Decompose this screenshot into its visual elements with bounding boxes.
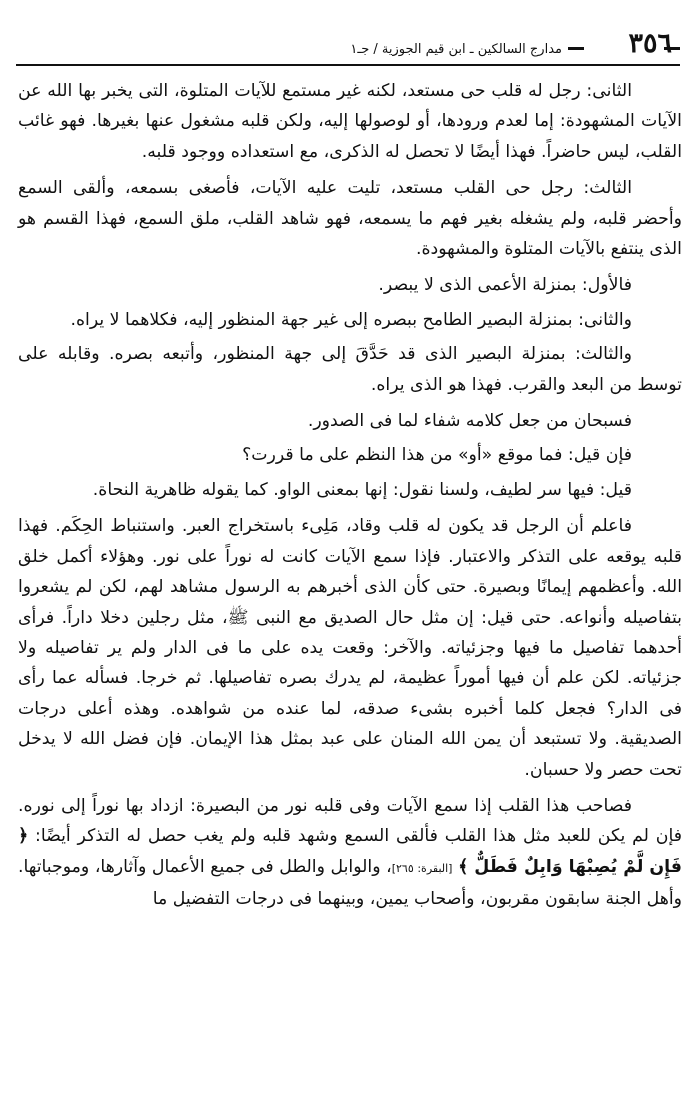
- paragraph-second-comparison: والثانى: بمنزلة البصير الطامح ببصره إلى غير جهة المنظور إليه، فكلاهما لا يراه.: [70, 309, 632, 330]
- header-dash: [568, 47, 584, 50]
- verse-reference: [البقرة: ٢٦٥]: [391, 861, 453, 875]
- paragraph-answer: قيل: فيها سر لطيف، ولسنا نقول: إنها بمعنى الواو. كما يقوله ظاهرية النحاة.: [92, 479, 632, 500]
- page-number: ٣٥٦: [628, 28, 672, 59]
- running-title: مدارج السالكين ـ ابن قيم الجوزية / جـ١: [350, 42, 562, 57]
- paragraph-last: [18, 791, 682, 915]
- last-text-after: ، والوابل والطل فى جميع الأعمال وآثارها، وموجباتها. وأهل الجنة سابقون مقربون، وأصحاب يمين، وبينهما فى درجات التفضيل ما: [18, 856, 682, 910]
- paragraph-question: فإن قيل: فما موقع «أو» من هذا النظم على ما قررت؟: [242, 445, 632, 466]
- paragraph-third-type: الثالث: رجل حى القلب مستعد، تليت عليه الآيات، فأصغى بسمعه، وألقى السمع وأحضر قلبه، ولم يشغله بغير فهم ما يسمعه، فهو شاهد القلب، ملق السمع، فهذا القسم هو الذى ينتفع بالآيات المتلوة والمشهودة.: [18, 178, 682, 260]
- quran-verse: ﴿ فَإِن لَّمْ يُصِبْهَا وَابِلٌ فَطَلٌّ ﴾: [18, 826, 682, 877]
- page-header: [16, 28, 680, 66]
- paragraph-main: فاعلم أن الرجل قد يكون له قلب وقاد، مَلِىء باستخراج العبر. واستنباط الحِكَم. فهذا قلبه يوقعه على التذكر والاعتبار. فإذا سمع الآيات كانت له نوراً على نور. وهؤلاء أكمل خلق الله. وأعظمهم إيمانًا وبصيرة. حتى كأن الذى أخبرهم به الرسول مشاهد لهم، لكن لم يشعروا بتفاصيله وأنواعه. حتى قيل: إن مثل حال الصديق مع النبى ﷺ، مثل رجلين دخلا داراً. فرأى أحدهما تفاصيل ما فيها وجزئياته. والآخر: وقعت يده على ما فى الدار ولم ير تفاصيله ولا جزئياته. لكن علم أن فيها أموراً عظيمة، لم يدرك بصره تفاصيلها. ثم خرجا. فسأله عما رأى فى الدار؟ فجعل كلما أخبره بشىء صدقه، لما عنده من شواهده. وهذه أعلى درجات الصديقية. ولا تستبعد أن يمن الله المنان على عبد بمثل هذا الإيمان. فإن فضل الله لا يدخل تحت حصر ولا حسبان.: [18, 516, 682, 780]
- header-rule: [16, 64, 680, 66]
- last-text-before: فصاحب هذا القلب إذا سمع الآيات وفى قلبه نور من البصيرة: ازداد بها نوراً إلى نوره. فإن لم يكن للعبد مثل هذا القلب فألقى السمع وشهد قلبه ولم يغب حصل له التذكر أيضًا:: [18, 795, 683, 847]
- paragraph-second-type: الثانى: رجل له قلب حى مستعد، لكنه غير مستمع للآيات المتلوة، التى يخبر بها الله عن الآيات المشهودة: إما لعدم ورودها، أو لوصولها إليه، ولكن قلبه مشغول عنها بغيرها. فهو غائب القلب، ليس حاضراً. فهذا أيضًا لا تحصل له الذكرى، مع استعداده ووجود قلبه.: [18, 81, 682, 162]
- paragraph-third-comparison: والثالث: بمنزلة البصير الذى قد حَدَّقَ إلى جهة المنظور، وأتبعه بصره. وقابله على توسط من البعد والقرب. فهذا هو الذى يراه.: [18, 344, 682, 395]
- page-body: [18, 76, 682, 921]
- paragraph-glorification: فسبحان من جعل كلامه شفاء لما فى الصدور.: [307, 411, 632, 432]
- paragraph-first-comparison: فالأول: بمنزلة الأعمى الذى لا يبصر.: [378, 275, 632, 296]
